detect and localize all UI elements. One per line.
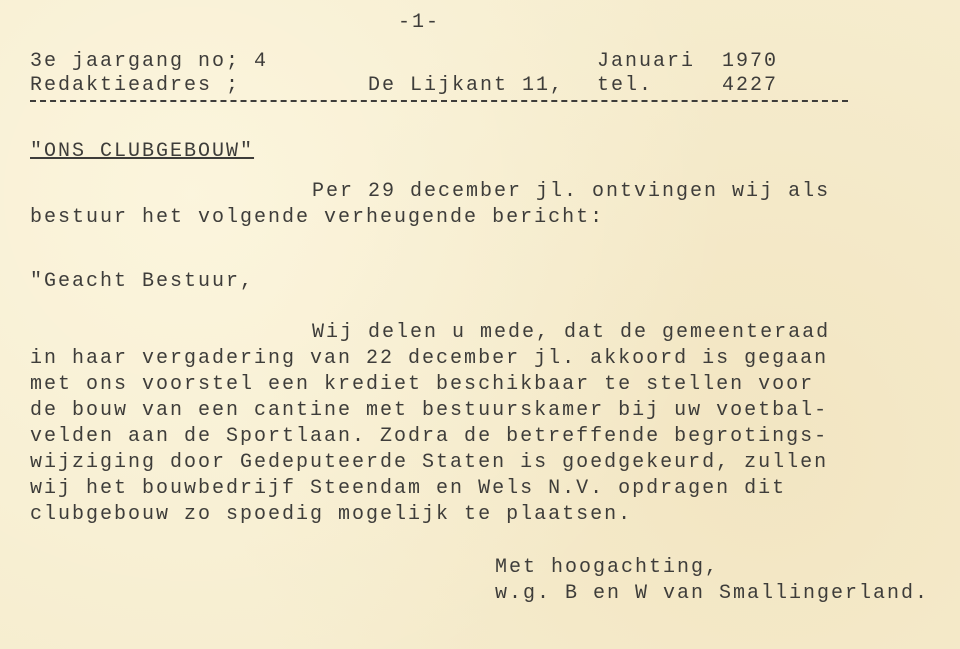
closing: Met hoogachting,: [495, 556, 720, 579]
body-line: clubgebouw zo spoedig mogelijk te plaatsen.: [30, 503, 633, 526]
date-month: Januari: [597, 50, 696, 73]
body-line: Wij delen u mede, dat de gemeenteraad: [312, 321, 831, 344]
tel-label: tel.: [597, 74, 654, 97]
date-year: 1970: [722, 50, 779, 73]
signature: w.g. B en W van Smallingerland.: [495, 582, 930, 605]
body-line: velden aan de Sportlaan. Zodra de betreffende begrotings-: [30, 425, 829, 448]
article-title: "ONS CLUBGEBOUW": [30, 140, 255, 163]
body-line: de bouw van een cantine met bestuurskamer bij uw voetbal-: [30, 399, 829, 422]
address-label: Redaktieadres ;: [30, 74, 241, 97]
page-number: -1-: [398, 11, 441, 34]
issue-number: 3e jaargang no; 4: [30, 50, 269, 73]
body-line: wijziging door Gedeputeerde Staten is goedgekeurd, zullen: [30, 451, 829, 474]
intro-line: Per 29 december jl. ontvingen wij als: [312, 180, 831, 203]
body-line: in haar vergadering van 22 december jl. akkoord is gegaan: [30, 347, 829, 370]
address: De Lijkant 11,: [368, 74, 565, 97]
intro-line: bestuur het volgende verheugende bericht:: [30, 206, 605, 229]
header-divider: [30, 100, 848, 102]
body-line: met ons voorstel een krediet beschikbaar te stellen voor: [30, 373, 815, 396]
salutation: "Geacht Bestuur,: [30, 270, 255, 293]
tel-number: 4227: [722, 74, 779, 97]
body-line: wij het bouwbedrijf Steendam en Wels N.V. opdragen dit: [30, 477, 787, 500]
